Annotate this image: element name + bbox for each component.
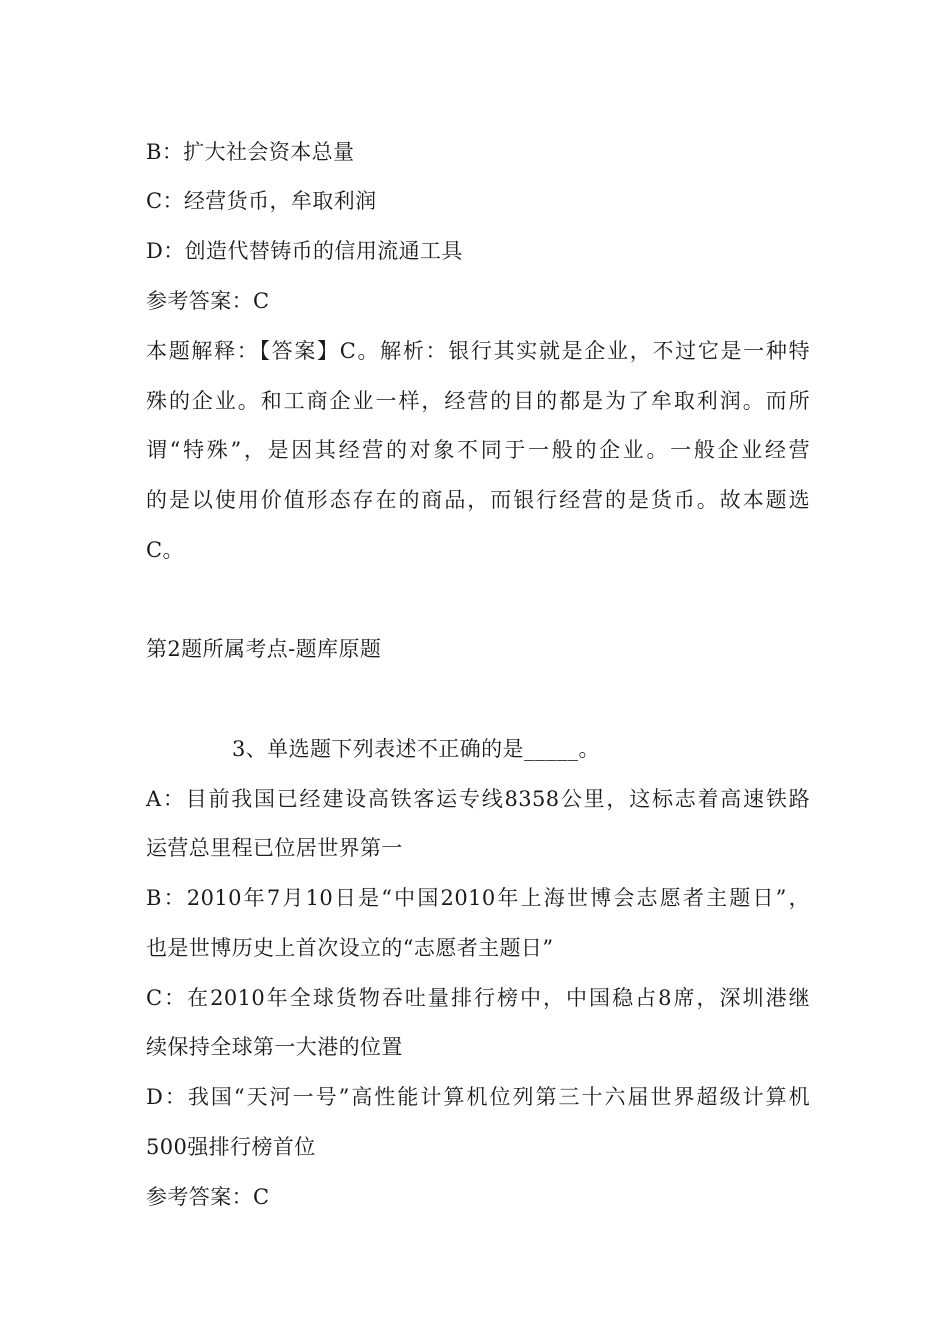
- q3-option-a: A：目前我国已经建设高铁客运专线8358公里，这标志着高速铁路: [146, 787, 810, 811]
- q3-option-c-cont: 续保持全球第一大港的位置: [146, 1035, 403, 1059]
- q2-topic: 第2题所属考点-题库原题: [146, 637, 382, 661]
- q2-option-d: D：创造代替铸币的信用流通工具: [146, 239, 463, 263]
- q3-option-d: D：我国“天河一号”高性能计算机位列第三十六届世界超级计算机: [146, 1085, 810, 1109]
- q3-option-d-cont: 500强排行榜首位: [146, 1135, 316, 1159]
- q3-option-a-cont: 运营总里程已位居世界第一: [146, 836, 403, 860]
- q2-explanation-line: 殊的企业。和工商企业一样，经营的目的都是为了牟取利润。而所: [146, 389, 810, 413]
- q3-option-b: B：2010年7月10日是“中国2010年上海世博会志愿者主题日”，: [146, 886, 810, 910]
- q2-explanation-line: 谓“特殊”，是因其经营的对象不同于一般的企业。一般企业经营: [146, 438, 810, 462]
- q3-stem: 3、单选题下列表述不正确的是_____。: [232, 737, 600, 761]
- q2-option-b: B：扩大社会资本总量: [146, 140, 355, 164]
- q3-answer: 参考答案：C: [146, 1185, 270, 1209]
- q2-explanation-line: 的是以使用价值形态存在的商品，而银行经营的是货币。故本题选: [146, 488, 810, 512]
- q2-answer: 参考答案：C: [146, 289, 270, 313]
- q3-option-c: C：在2010年全球货物吞吐量排行榜中，中国稳占8席，深圳港继: [146, 986, 810, 1010]
- q3-option-b-cont: 也是世博历史上首次设立的“志愿者主题日”: [146, 936, 554, 960]
- q2-explanation-line: C。: [146, 538, 184, 562]
- q2-explanation-line: 本题解释：【答案】C。解析：银行其实就是企业，不过它是一种特: [146, 339, 810, 363]
- q2-option-c: C：经营货币，牟取利润: [146, 189, 377, 213]
